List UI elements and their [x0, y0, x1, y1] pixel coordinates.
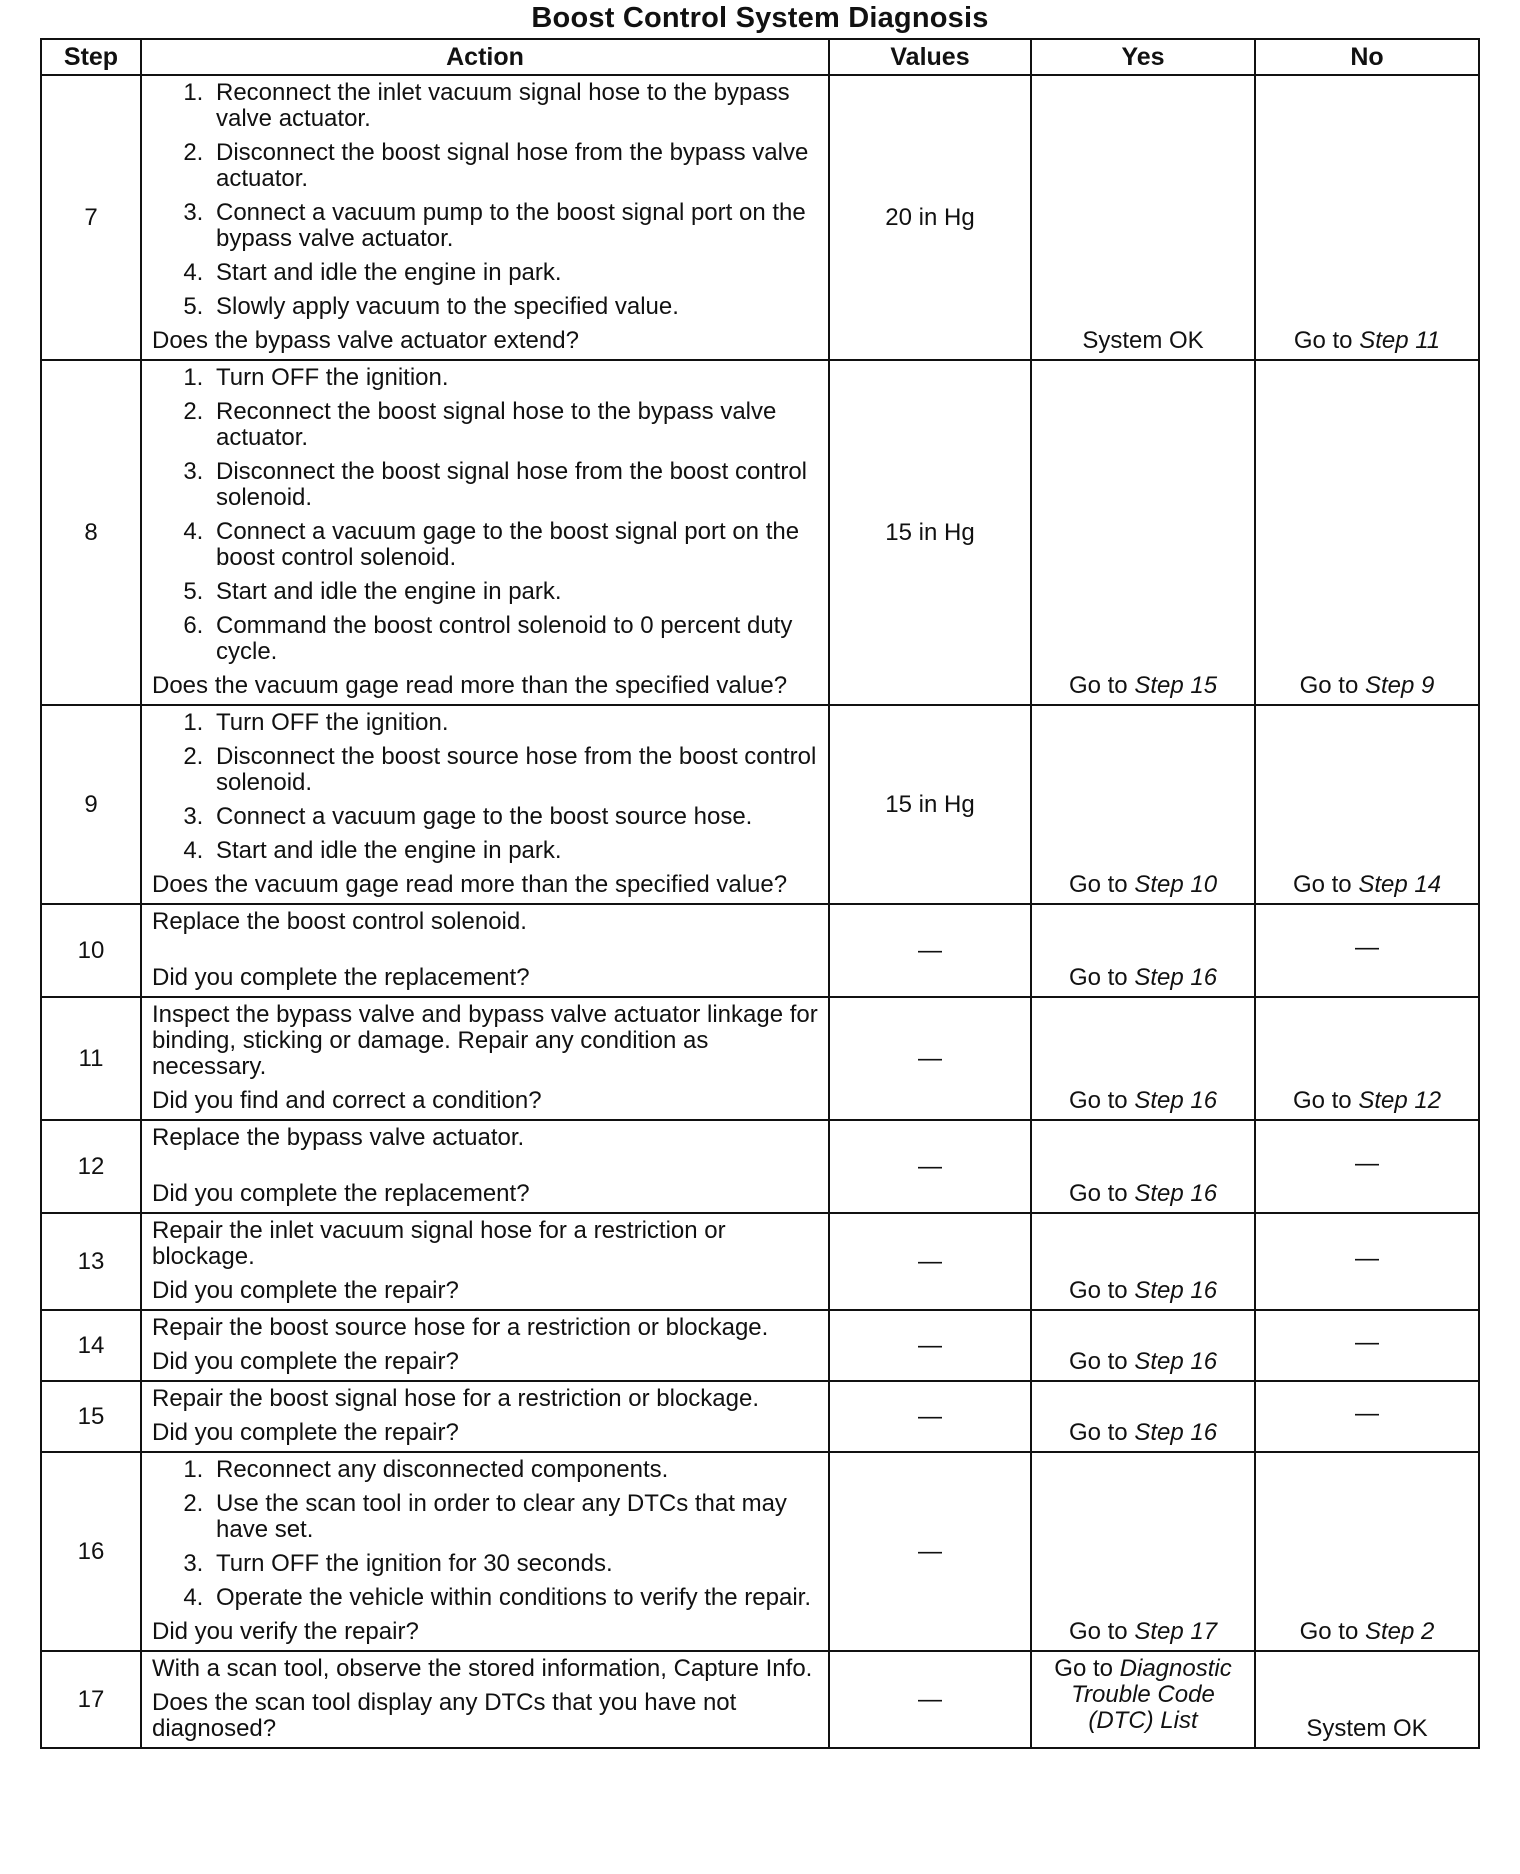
yes-target: Step 16	[1134, 1277, 1218, 1304]
table-row	[41, 1120, 1479, 1213]
no-prefix: Go to	[1299, 672, 1365, 699]
step-number: 7	[41, 75, 141, 360]
no-prefix: Go to	[1292, 871, 1359, 898]
action-cell	[141, 904, 829, 997]
yes-prefix: Go to	[1068, 1180, 1135, 1207]
no-cell	[1255, 1651, 1479, 1748]
action-cell	[141, 1381, 829, 1452]
yes-cell	[1031, 1452, 1255, 1651]
step-number: 8	[41, 360, 141, 705]
no-cell	[1255, 1452, 1479, 1651]
header-no: No	[1255, 39, 1479, 75]
values-cell: 15 in Hg	[829, 705, 1031, 904]
values-cell: —	[829, 1213, 1031, 1310]
action-cell	[141, 1651, 829, 1748]
action-step: 3. Turn OFF the ignition for 30 seconds.	[210, 1551, 820, 1577]
yes-cell	[1031, 904, 1255, 997]
action-cell	[141, 997, 829, 1120]
yes-target: Step 16	[1134, 1087, 1218, 1114]
action-step: 2. Disconnect the boost signal hose from the bypass valve actuator.	[210, 140, 820, 192]
action-question: Did you complete the repair?	[152, 1277, 459, 1304]
table-row	[41, 360, 1479, 705]
yes-cell	[1031, 1651, 1255, 1748]
table-row	[41, 1310, 1479, 1381]
step-number: 10	[41, 904, 141, 997]
yes-cell	[1031, 705, 1255, 904]
yes-prefix: Go to	[1068, 672, 1135, 699]
table-row	[41, 904, 1479, 997]
action-step: 4. Connect a vacuum gage to the boost signal port on the boost control solenoid.	[210, 519, 820, 571]
header-yes: Yes	[1031, 39, 1255, 75]
no-cell	[1255, 997, 1479, 1120]
action-cell	[141, 360, 829, 705]
spacer	[152, 1159, 820, 1181]
no-cell	[1255, 1310, 1479, 1381]
no-cell	[1255, 1213, 1479, 1310]
values-cell: —	[829, 1381, 1031, 1452]
action-text: Repair the inlet vacuum signal hose for a restriction or blockage.	[152, 1217, 726, 1270]
action-text: Repair the boost signal hose for a restriction or blockage.	[152, 1385, 759, 1412]
no-target: Step 9	[1364, 672, 1435, 699]
action-text: Replace the boost control solenoid.	[152, 908, 527, 935]
action-step: 2. Disconnect the boost source hose from the boost control solenoid.	[210, 744, 820, 796]
action-cell	[141, 1213, 829, 1310]
no-text: —	[1355, 1150, 1379, 1177]
no-target: Step 12	[1358, 1087, 1442, 1114]
values-cell: 20 in Hg	[829, 75, 1031, 360]
no-text: System OK	[1306, 1715, 1428, 1742]
yes-prefix: Go to	[1068, 871, 1135, 898]
action-step: 1. Reconnect any disconnected components.	[210, 1457, 820, 1483]
yes-target: Step 17	[1134, 1618, 1218, 1645]
action-step: 1. Turn OFF the ignition.	[210, 365, 820, 391]
action-question: Did you complete the replacement?	[152, 1180, 530, 1207]
action-step: 6. Command the boost control solenoid to 0 percent duty cycle.	[210, 613, 820, 665]
table-row	[41, 75, 1479, 360]
header-step: Step	[41, 39, 141, 75]
values-cell: —	[829, 1452, 1031, 1651]
action-question: Did you verify the repair?	[152, 1618, 419, 1645]
yes-prefix: Go to	[1068, 964, 1135, 991]
table-row	[41, 997, 1479, 1120]
yes-cell	[1031, 1213, 1255, 1310]
action-question: Did you complete the repair?	[152, 1348, 459, 1375]
action-question: Did you complete the replacement?	[152, 964, 530, 991]
values-cell: —	[829, 997, 1031, 1120]
action-step: 2. Use the scan tool in order to clear any DTCs that may have set.	[210, 1491, 820, 1543]
action-question: Does the vacuum gage read more than the specified value?	[152, 871, 788, 898]
table-row	[41, 1452, 1479, 1651]
action-cell	[141, 75, 829, 360]
action-question: Did you complete the repair?	[152, 1419, 459, 1446]
no-target: Step 2	[1364, 1618, 1435, 1645]
yes-target: Step 16	[1134, 1180, 1218, 1207]
action-step: 1. Reconnect the inlet vacuum signal hose to the bypass valve actuator.	[210, 80, 820, 132]
action-steps	[152, 80, 820, 320]
values-cell: 15 in Hg	[829, 360, 1031, 705]
yes-cell	[1031, 1120, 1255, 1213]
no-cell	[1255, 1120, 1479, 1213]
spacer	[152, 943, 820, 965]
header-action: Action	[141, 39, 829, 75]
yes-target: Step 16	[1134, 1419, 1218, 1446]
action-cell	[141, 1310, 829, 1381]
action-question: Does the scan tool display any DTCs that you have not diagnosed?	[152, 1689, 737, 1742]
action-text: Replace the bypass valve actuator.	[152, 1124, 525, 1151]
step-number: 14	[41, 1310, 141, 1381]
header-values: Values	[829, 39, 1031, 75]
values-cell: —	[829, 1310, 1031, 1381]
action-steps	[152, 1457, 820, 1611]
action-step: 2. Reconnect the boost signal hose to the bypass valve actuator.	[210, 399, 820, 451]
no-cell	[1255, 360, 1479, 705]
action-text: With a scan tool, observe the stored information, Capture Info.	[152, 1655, 813, 1682]
table-row	[41, 1213, 1479, 1310]
values-cell: —	[829, 1651, 1031, 1748]
yes-prefix: Go to	[1068, 1618, 1135, 1645]
no-prefix: Go to	[1293, 327, 1360, 354]
action-steps	[152, 710, 820, 864]
step-number: 13	[41, 1213, 141, 1310]
yes-cell	[1031, 1310, 1255, 1381]
step-number: 9	[41, 705, 141, 904]
yes-cell	[1031, 75, 1255, 360]
yes-prefix: Go to	[1068, 1277, 1135, 1304]
yes-prefix: Go to	[1068, 1419, 1135, 1446]
action-cell	[141, 1452, 829, 1651]
action-steps	[152, 365, 820, 665]
yes-cell	[1031, 997, 1255, 1120]
no-text: —	[1355, 1400, 1379, 1427]
no-target: Step 11	[1359, 327, 1441, 354]
header-row	[41, 39, 1479, 75]
step-number: 12	[41, 1120, 141, 1213]
values-cell: —	[829, 1120, 1031, 1213]
no-cell	[1255, 1381, 1479, 1452]
no-cell	[1255, 75, 1479, 360]
action-step: 5. Slowly apply vacuum to the specified value.	[210, 294, 820, 320]
values-cell: —	[829, 904, 1031, 997]
table-row	[41, 1381, 1479, 1452]
yes-target: Step 10	[1134, 871, 1218, 898]
yes-prefix: Go to	[1068, 1087, 1135, 1114]
action-step: 3. Disconnect the boost signal hose from the boost control solenoid.	[210, 459, 820, 511]
yes-cell	[1031, 1381, 1255, 1452]
action-step: 4. Operate the vehicle within conditions to verify the repair.	[210, 1585, 820, 1611]
action-text: Repair the boost source hose for a restriction or blockage.	[152, 1314, 769, 1341]
action-step: 3. Connect a vacuum pump to the boost signal port on the bypass valve actuator.	[210, 200, 820, 252]
step-number: 17	[41, 1651, 141, 1748]
step-number: 16	[41, 1452, 141, 1651]
document-title: Boost Control System Diagnosis	[531, 2, 989, 34]
step-number: 15	[41, 1381, 141, 1452]
yes-cell	[1031, 360, 1255, 705]
no-text: —	[1355, 1245, 1379, 1272]
action-question: Did you find and correct a condition?	[152, 1087, 542, 1114]
diagnosis-table	[40, 38, 1480, 1749]
action-cell	[141, 1120, 829, 1213]
action-step: 1. Turn OFF the ignition.	[210, 710, 820, 736]
action-step: 3. Connect a vacuum gage to the boost source hose.	[210, 804, 820, 830]
action-step: 4. Start and idle the engine in park.	[210, 260, 820, 286]
yes-target: Step 16	[1134, 964, 1218, 991]
yes-text: System OK	[1082, 327, 1204, 354]
no-cell	[1255, 705, 1479, 904]
yes-target: Step 15	[1134, 672, 1218, 699]
yes-target: Step 16	[1134, 1348, 1218, 1375]
no-prefix: Go to	[1292, 1087, 1359, 1114]
no-text: —	[1355, 934, 1379, 961]
action-step: 5. Start and idle the engine in park.	[210, 579, 820, 605]
table-row	[41, 1651, 1479, 1748]
yes-prefix: Go to	[1054, 1655, 1120, 1682]
no-cell	[1255, 904, 1479, 997]
action-text: Inspect the bypass valve and bypass valve actuator linkage for binding, sticking or damage. Repair any condition as necessary.	[152, 1001, 818, 1080]
no-text: —	[1355, 1329, 1379, 1356]
action-question: Does the bypass valve actuator extend?	[152, 327, 579, 354]
table-row	[41, 705, 1479, 904]
yes-target: Diagnostic Trouble Code (DTC) List	[1071, 1655, 1232, 1734]
action-step: 4. Start and idle the engine in park.	[210, 838, 820, 864]
no-target: Step 14	[1358, 871, 1442, 898]
yes-prefix: Go to	[1068, 1348, 1135, 1375]
no-prefix: Go to	[1299, 1618, 1365, 1645]
action-cell	[141, 705, 829, 904]
step-number: 11	[41, 997, 141, 1120]
action-question: Does the vacuum gage read more than the specified value?	[152, 672, 788, 699]
